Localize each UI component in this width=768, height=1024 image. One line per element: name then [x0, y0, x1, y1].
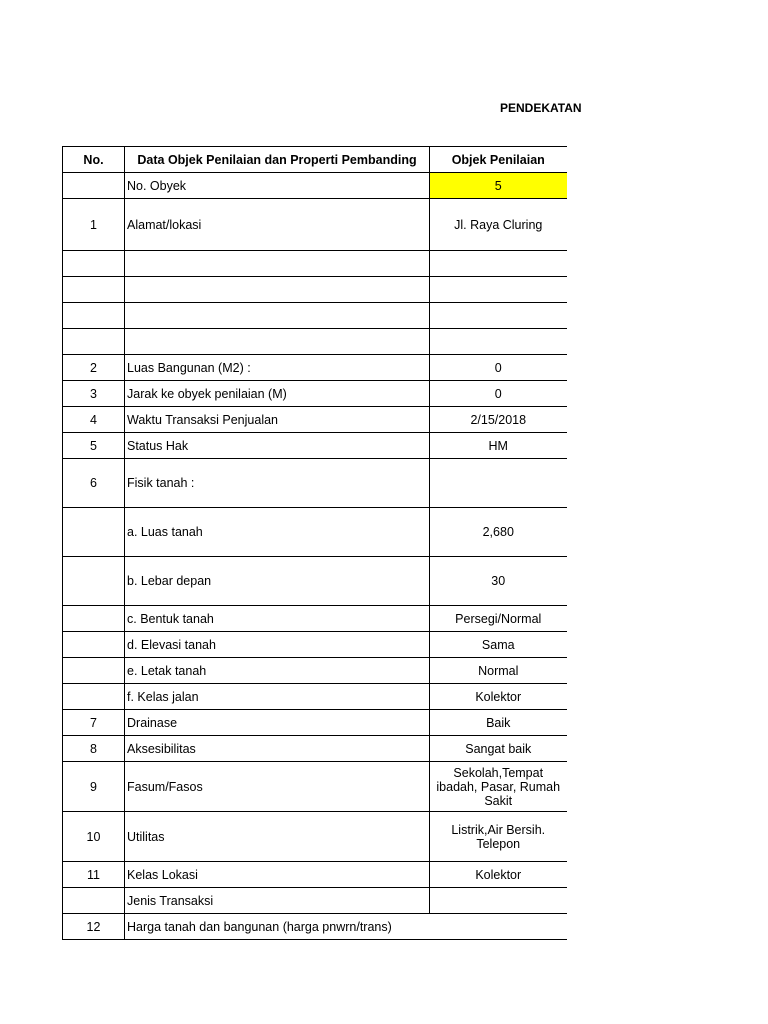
- cell-no: [63, 277, 125, 303]
- cell-value: Jl. Raya Cluring: [430, 199, 567, 251]
- cell-value: [430, 459, 567, 508]
- table-row: [63, 762, 567, 812]
- cell-no: 6: [63, 459, 125, 508]
- table-row: [63, 888, 567, 914]
- header-data: Data Objek Penilaian dan Properti Pembanding: [125, 147, 430, 173]
- cell-no: [63, 251, 125, 277]
- cell-no: [63, 658, 125, 684]
- cell-value: 0: [430, 355, 567, 381]
- cell-value: 2,680: [430, 508, 567, 557]
- cell-no: [63, 329, 125, 355]
- table-row: [63, 407, 567, 433]
- cell-label: Luas Bangunan (M2) :: [125, 355, 430, 381]
- cell-value: 2/15/2018: [430, 407, 567, 433]
- cell-value: Sangat baik: [430, 736, 567, 762]
- cell-label: Harga tanah dan bangunan (harga pnwrn/trans): [125, 914, 567, 940]
- appraisal-table: [62, 146, 567, 940]
- cell-value: 30: [430, 557, 567, 606]
- cell-no: [63, 557, 125, 606]
- table-row: [63, 862, 567, 888]
- cell-no: 7: [63, 710, 125, 736]
- cell-value: [430, 277, 567, 303]
- cell-value: Persegi/Normal: [430, 606, 567, 632]
- table-row: [63, 632, 567, 658]
- cell-label: Utilitas: [125, 812, 430, 862]
- cell-label: Aksesibilitas: [125, 736, 430, 762]
- cell-value: Listrik,Air Bersih. Telepon: [430, 812, 567, 862]
- table-row: [63, 329, 567, 355]
- cell-no: 12: [63, 914, 125, 940]
- cell-label: b. Lebar depan: [125, 557, 430, 606]
- cell-label: [125, 303, 430, 329]
- table-row: [63, 433, 567, 459]
- cell-label: d. Elevasi tanah: [125, 632, 430, 658]
- cell-value: [430, 888, 567, 914]
- cell-label: Status Hak: [125, 433, 430, 459]
- cell-value: [430, 329, 567, 355]
- cell-label: Alamat/lokasi: [125, 199, 430, 251]
- cell-label: c. Bentuk tanah: [125, 606, 430, 632]
- cell-value: [430, 303, 567, 329]
- cell-no: [63, 606, 125, 632]
- cell-label: Fasum/Fasos: [125, 762, 430, 812]
- table-row: [63, 812, 567, 862]
- table-row: [63, 199, 567, 251]
- cell-label: Fisik tanah :: [125, 459, 430, 508]
- cell-no: 1: [63, 199, 125, 251]
- table-row: [63, 355, 567, 381]
- cell-no: 11: [63, 862, 125, 888]
- cell-value: HM: [430, 433, 567, 459]
- table-row: [63, 303, 567, 329]
- cell-value: 0: [430, 381, 567, 407]
- cell-value: Baik: [430, 710, 567, 736]
- cell-value: Kolektor: [430, 862, 567, 888]
- header-objek: Objek Penilaian: [430, 147, 567, 173]
- cell-no: [63, 888, 125, 914]
- cell-value: Sama: [430, 632, 567, 658]
- header-no: No.: [63, 147, 125, 173]
- cell-value: Normal: [430, 658, 567, 684]
- cell-label: [125, 251, 430, 277]
- cell-no: 5: [63, 433, 125, 459]
- cell-no: [63, 684, 125, 710]
- cell-value: 5: [430, 173, 567, 199]
- table-row: [63, 508, 567, 557]
- page-title: PENDEKATAN: [500, 101, 582, 115]
- table-row: [63, 381, 567, 407]
- cell-no: 4: [63, 407, 125, 433]
- cell-label: Drainase: [125, 710, 430, 736]
- cell-label: Waktu Transaksi Penjualan: [125, 407, 430, 433]
- table-row: [63, 459, 567, 508]
- table-row: [63, 277, 567, 303]
- table-row: [63, 251, 567, 277]
- cell-no: 2: [63, 355, 125, 381]
- cell-label: e. Letak tanah: [125, 658, 430, 684]
- cell-no: [63, 303, 125, 329]
- cell-no: 3: [63, 381, 125, 407]
- cell-label: Jarak ke obyek penilaian (M): [125, 381, 430, 407]
- cell-no: [63, 632, 125, 658]
- cell-label: Kelas Lokasi: [125, 862, 430, 888]
- cell-label: [125, 277, 430, 303]
- table-row: [63, 173, 567, 199]
- cell-value: Sekolah,Tempat ibadah, Pasar, Rumah Sakit: [430, 762, 567, 812]
- header-row: [63, 147, 567, 173]
- table-row: [63, 658, 567, 684]
- cell-no: [63, 173, 125, 199]
- table-row: [63, 710, 567, 736]
- table-row: [63, 557, 567, 606]
- cell-no: 9: [63, 762, 125, 812]
- table-row: [63, 914, 567, 940]
- cell-label: f. Kelas jalan: [125, 684, 430, 710]
- table-row: [63, 684, 567, 710]
- table-row: [63, 606, 567, 632]
- cell-value: Kolektor: [430, 684, 567, 710]
- table-row: [63, 736, 567, 762]
- cell-no: 8: [63, 736, 125, 762]
- cell-value: [430, 251, 567, 277]
- cell-label: a. Luas tanah: [125, 508, 430, 557]
- cell-label: [125, 329, 430, 355]
- cell-label: No. Obyek: [125, 173, 430, 199]
- cell-label: Jenis Transaksi: [125, 888, 430, 914]
- cell-no: 10: [63, 812, 125, 862]
- cell-no: [63, 508, 125, 557]
